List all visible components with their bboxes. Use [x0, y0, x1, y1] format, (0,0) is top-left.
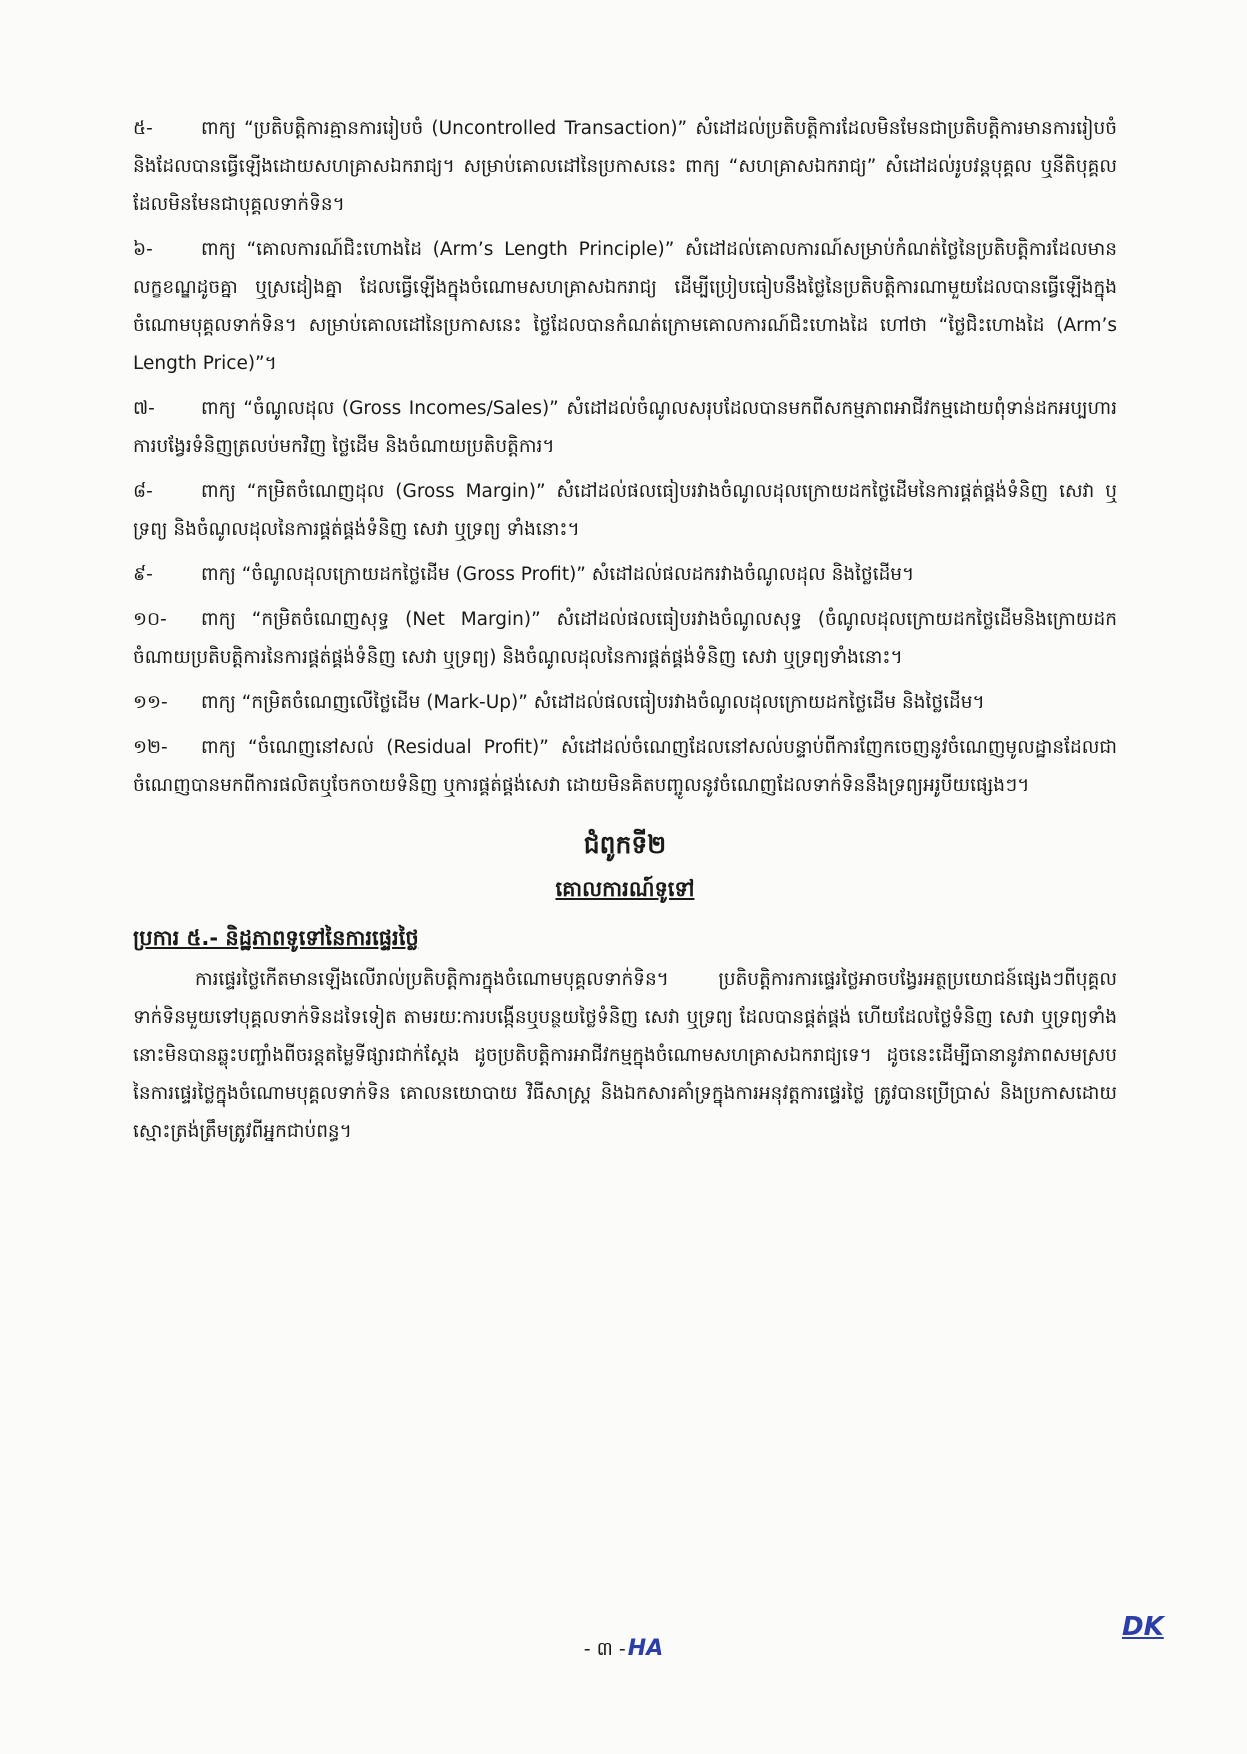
page-footer: [0, 1636, 1247, 1665]
definition-number: ៩-: [133, 564, 153, 585]
definition-number: ១១-: [133, 692, 168, 713]
definition-number: ១២-: [133, 737, 168, 758]
corner-initials: DK: [1122, 1612, 1164, 1642]
definition-number: ១០-: [133, 609, 167, 630]
definition-number: ៧-: [133, 398, 155, 419]
definition-text: ពាក្យ “គោលការណ៍ជិះហោងដៃ (Arm’s Length Principle)” សំដៅដល់គោលការណ៍សម្រាប់កំណត់ថ្លៃនៃប្រតិបត្តិការដែលមានលក្ខខណ្ឌដូចគ្នា ឬស្រដៀងគ្នា ដែលធ្វើឡើងក្នុងចំណោមសហគ្រាសឯករាជ្យ ដើម្បីប្រៀបធៀបនឹងថ្លៃនៃប្រតិបត្តិការណាមួយដែលបានធ្វើឡើងក្នុងចំណោមបុគ្គលទាក់ទិន។ សម្រាប់គោលដៅនៃប្រកាសនេះ ថ្លៃដែលបានកំណត់ក្រោមគោលការណ៍ជិះហោងដៃ ហៅថា “ថ្លៃជិះហោងដៃ (Arm’s Length Price)”។: [133, 239, 1117, 374]
chapter-title: ជំពូកទី២: [583, 830, 667, 859]
definition-item: [133, 556, 1117, 594]
definition-item: [133, 601, 1117, 677]
definition-text: ពាក្យ “ចំណូលដុល (Gross Incomes/Sales)” សំដៅដល់ចំណូលសរុបដែលបានមកពីសកម្មភាពអាជីវកម្មដោយពុំទាន់ដកអប្បហារ ការបង្វែរទំនិញត្រលប់មកវិញ ថ្លៃដើម និងចំណាយប្រតិបត្តិការ។: [133, 398, 1117, 457]
article-title: ប្រការ ៥.- និដ្ឋភាពទូទៅនៃការផ្ទេរថ្លៃ: [133, 926, 419, 950]
definition-number: ៥-: [133, 118, 153, 139]
definition-text: ពាក្យ “ប្រតិបត្តិការគ្មានការរៀបចំ (Uncontrolled Transaction)” សំដៅដល់ប្រតិបត្តិការដែលមិនមែនជាប្រតិបត្តិការមានការរៀបចំ និងដែលបានធ្វើឡើងដោយសហគ្រាសឯករាជ្យ។ សម្រាប់គោលដៅនៃប្រកាសនេះ ពាក្យ “សហគ្រាសឯករាជ្យ” សំដៅដល់រូបវន្តបុគ្គល ឬនីតិបុគ្គលដែលមិនមែនជាបុគ្គលទាក់ទិន។: [133, 118, 1117, 215]
definition-item: [133, 110, 1117, 224]
article-body: ការផ្ទេរថ្លៃកើតមានឡើងលើរាល់ប្រតិបត្តិការក្នុងចំណោមបុគ្គលទាក់ទិន។ ប្រតិបត្តិការការផ្ទេរថ្លៃអាចបង្វែរអត្ថប្រយោជន៍ផ្សេងៗពីបុគ្គលទាក់ទិនមួយទៅបុគ្គលទាក់ទិនដទៃទៀត តាមរយៈការបង្កើនឬបន្ថយថ្លៃទំនិញ សេវា ឬទ្រព្យ ដែលបានផ្គត់ផ្គង់ ហើយដែលថ្លៃទំនិញ សេវា ឬទ្រព្យទាំងនោះមិនបានឆ្លុះបញ្ចាំងពីចរន្តតម្លៃទីផ្សារជាក់ស្តែង ដូចប្រតិបត្តិការអាជីវកម្មក្នុងចំណោមសហគ្រាសឯករាជ្យទេ។ ដូចនេះដើម្បីធានានូវភាពសមស្របនៃការផ្ទេរថ្លៃក្នុងចំណោមបុគ្គលទាក់ទិន គោលនយោបាយ វិធីសាស្ត្រ និងឯកសារគាំទ្រក្នុងការអនុវត្តការផ្ទេរថ្លៃ ត្រូវបានប្រើប្រាស់ និងប្រកាសដោយស្មោះត្រង់ត្រឹមត្រូវពីអ្នកជាប់ពន្ធ។: [133, 969, 1117, 1142]
definition-item: [133, 231, 1117, 383]
definition-item: [133, 729, 1117, 805]
definition-text: ពាក្យ “កម្រិតចំណេញសុទ្ធ (Net Margin)” សំដៅដល់ផលធៀបរវាងចំណូលសុទ្ធ (ចំណូលដុលក្រោយដកថ្លៃដើមនិងក្រោយដកចំណាយប្រតិបត្តិការនៃការផ្គត់ផ្គង់ទំនិញ សេវា ឬទ្រព្យ) និងចំណូលដុលនៃការផ្គត់ផ្គង់ទំនិញ សេវា ឬទ្រព្យទាំងនោះ។: [133, 609, 1117, 668]
handwritten-initials: HA: [627, 1636, 664, 1661]
definition-item: [133, 390, 1117, 466]
definition-text: ពាក្យ “ចំណេញនៅសល់ (Residual Profit)” សំដៅដល់ចំណេញដែលនៅសល់បន្ទាប់ពីការញែកចេញនូវចំណេញមូលដ្ឋានដែលជាចំណេញបានមកពីការផលិតឬចែកចាយទំនិញ ឬការផ្គត់ផ្គង់សេវា ដោយមិនគិតបញ្ចូលនូវចំណេញដែលទាក់ទិននឹងទ្រព្យអរូបីយផ្សេងៗ។: [133, 737, 1117, 796]
chapter-subtitle: គោលការណ៍ទូទៅ: [555, 877, 695, 901]
definition-item: [133, 684, 1117, 722]
definition-text: ពាក្យ “កម្រិតចំណេញលើថ្លៃដើម (Mark-Up)” សំដៅដល់ផលធៀបរវាងចំណូលដុលក្រោយដកថ្លៃដើម និងថ្លៃដើម។: [201, 692, 985, 713]
definitions-list: [133, 110, 1117, 805]
definition-number: ៨-: [133, 481, 153, 502]
definition-text: ពាក្យ “ចំណូលដុលក្រោយដកថ្លៃដើម (Gross Profit)” សំដៅដល់ផលដករវាងចំណូលដុល និងថ្លៃដើម។: [201, 564, 915, 585]
page-number: - ៣ -: [583, 1638, 626, 1660]
definition-number: ៦-: [133, 239, 153, 260]
definition-text: ពាក្យ “កម្រិតចំណេញដុល (Gross Margin)” សំដៅដល់ផលធៀបរវាងចំណូលដុលក្រោយដកថ្លៃដើមនៃការផ្គត់ផ្គង់ទំនិញ សេវា ឬទ្រព្យ និងចំណូលដុលនៃការផ្គត់ផ្គង់ទំនិញ សេវា ឬទ្រព្យ ទាំងនោះ។: [133, 481, 1117, 540]
definition-item: [133, 473, 1117, 549]
